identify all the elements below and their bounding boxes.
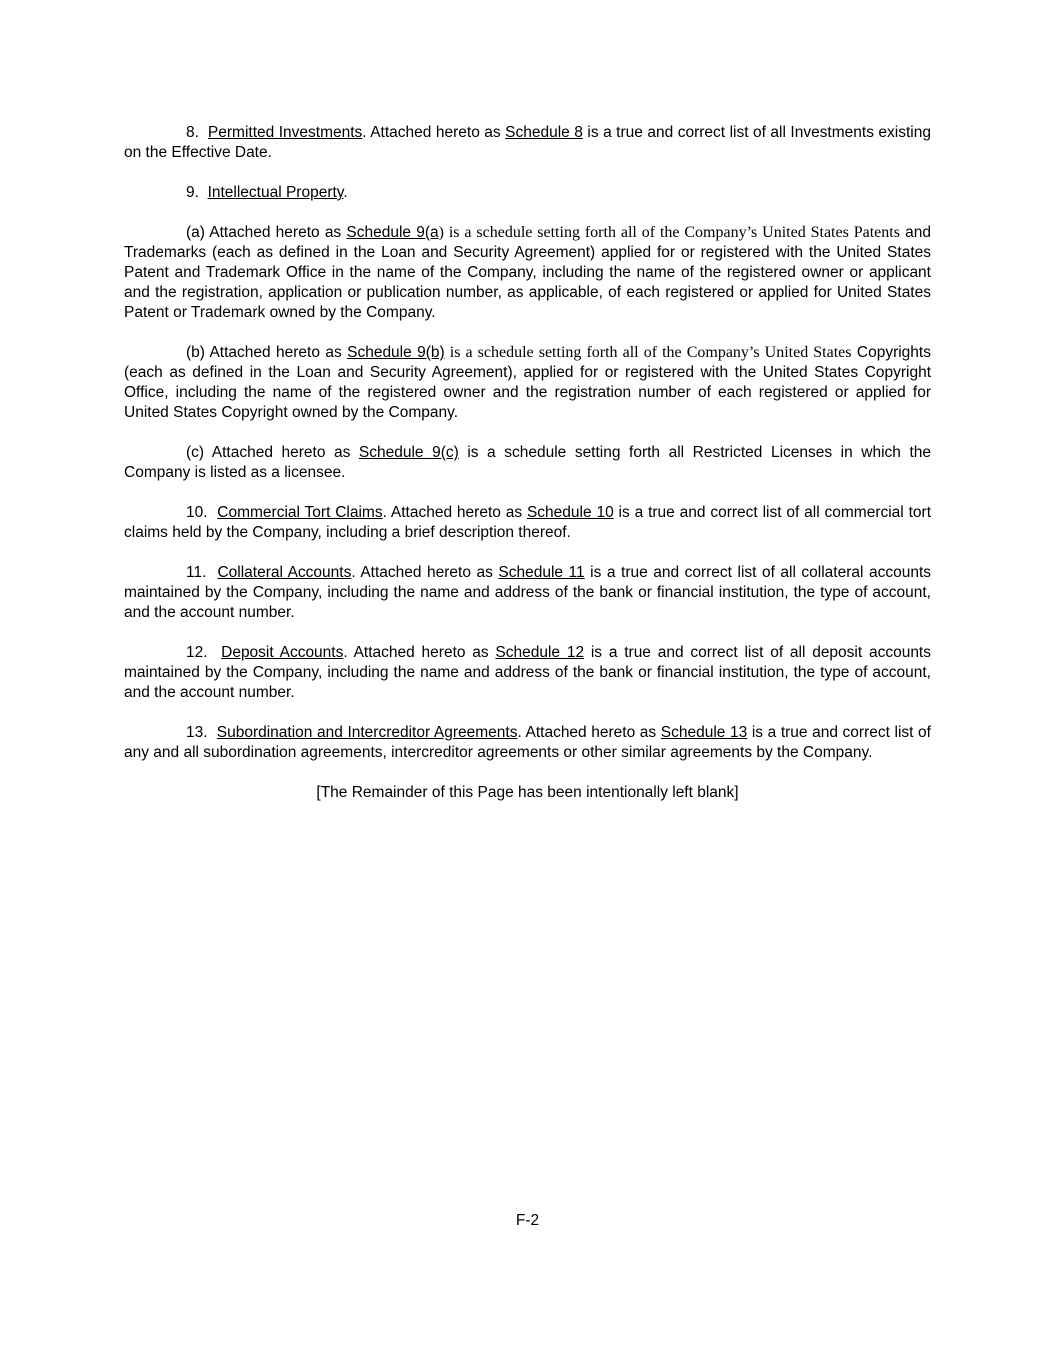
section-text: . <box>343 184 348 201</box>
section-9-intellectual-property <box>124 183 931 203</box>
page-number: F-2 <box>515 1212 540 1229</box>
section-text: is a schedule setting forth all Restricted Licenses in which the Company is listed as a licensee. <box>124 444 931 481</box>
section-10-commercial-tort-claims <box>124 503 931 543</box>
schedule-reference: Schedule 10 <box>526 504 614 521</box>
section-number: 10. <box>186 504 208 521</box>
section-12-deposit-accounts <box>124 643 931 703</box>
schedule-reference: Schedule 12 <box>495 644 585 661</box>
section-text: . Attached hereto as <box>351 564 499 581</box>
section-9a-patents-trademarks <box>124 223 931 323</box>
section-13-subordination-agreements <box>124 723 931 763</box>
section-number: 12. <box>186 644 208 661</box>
section-8-permitted-investments <box>124 123 931 163</box>
remainder-blank-note: [The Remainder of this Page has been intentionally left blank] <box>316 784 739 801</box>
section-text: ) is a schedule setting forth all of the Company’s United States Patents <box>438 224 900 241</box>
section-9b-copyrights <box>124 343 931 423</box>
section-text: is a true and correct list of all collateral accounts maintained by the Company, including the name and address of the bank or financial institution, the type of account, and the account number. <box>124 564 932 621</box>
section-number: 13. <box>186 724 208 741</box>
section-11-collateral-accounts <box>124 563 931 623</box>
section-text: is a schedule setting forth all of the Company’s United States <box>444 344 852 361</box>
section-heading: Collateral Accounts <box>217 564 352 581</box>
schedule-reference: Schedule 9(b) <box>347 344 445 361</box>
subsection-label: (c) Attached hereto as <box>186 444 359 461</box>
schedule-reference: Schedule 9(a <box>346 224 439 241</box>
section-9c-restricted-licenses <box>124 443 931 483</box>
section-text: . Attached hereto as <box>382 504 527 521</box>
section-text: is a true and correct list of any and all subordination agreements, intercreditor agreements or other similar agreements by the Company. <box>124 724 931 761</box>
subsection-label: (b) Attached hereto as <box>186 344 348 361</box>
schedule-reference: Schedule 9(c) <box>358 444 459 461</box>
schedule-reference: Schedule 13 <box>660 724 748 741</box>
section-heading: Permitted Investments <box>207 124 363 141</box>
section-number: 8. <box>186 124 199 141</box>
section-text: . Attached hereto as <box>362 124 506 141</box>
section-number: 9. <box>186 184 199 201</box>
subsection-label: (a) Attached hereto as <box>186 224 347 241</box>
section-heading: Deposit Accounts <box>221 644 344 661</box>
section-text: is a true and correct list of all commercial tort claims held by the Company, including a brief description thereof. <box>124 504 931 541</box>
section-text: and Trademarks (each as defined in the Loan and Security Agreement) applied for or registered with the United States Patent and Trademark Office in the name of the Company, including the name of the registered owner or applicant and the registration, application or publication number, as applicable, of each registered or applied for United States Patent or Trademark owned by the Company. <box>124 224 931 321</box>
section-text: Copyrights (each as defined in the Loan and Security Agreement), applied for or registered with the United States Copyright Office, including the name of the registered owner and the registration number of each registered or applied for United States Copyright owned by the Company. <box>124 344 931 421</box>
section-text: is a true and correct list of all Investments existing on the Effective Date. <box>124 124 931 161</box>
section-text: . Attached hereto as <box>343 644 496 661</box>
section-heading: Intellectual Property <box>207 184 344 201</box>
document-body <box>124 123 931 803</box>
section-heading: Commercial Tort Claims <box>217 504 383 521</box>
schedule-reference: Schedule 11 <box>498 564 585 581</box>
section-heading: Subordination and Intercreditor Agreements <box>216 724 518 741</box>
section-number: 11. <box>186 564 207 581</box>
section-text: is a true and correct list of all deposit accounts maintained by the Company, including the name and address of the bank or financial institution, the type of account, and the account number. <box>124 644 931 701</box>
schedule-reference: Schedule 8 <box>505 124 583 141</box>
section-text: . Attached hereto as <box>517 724 661 741</box>
